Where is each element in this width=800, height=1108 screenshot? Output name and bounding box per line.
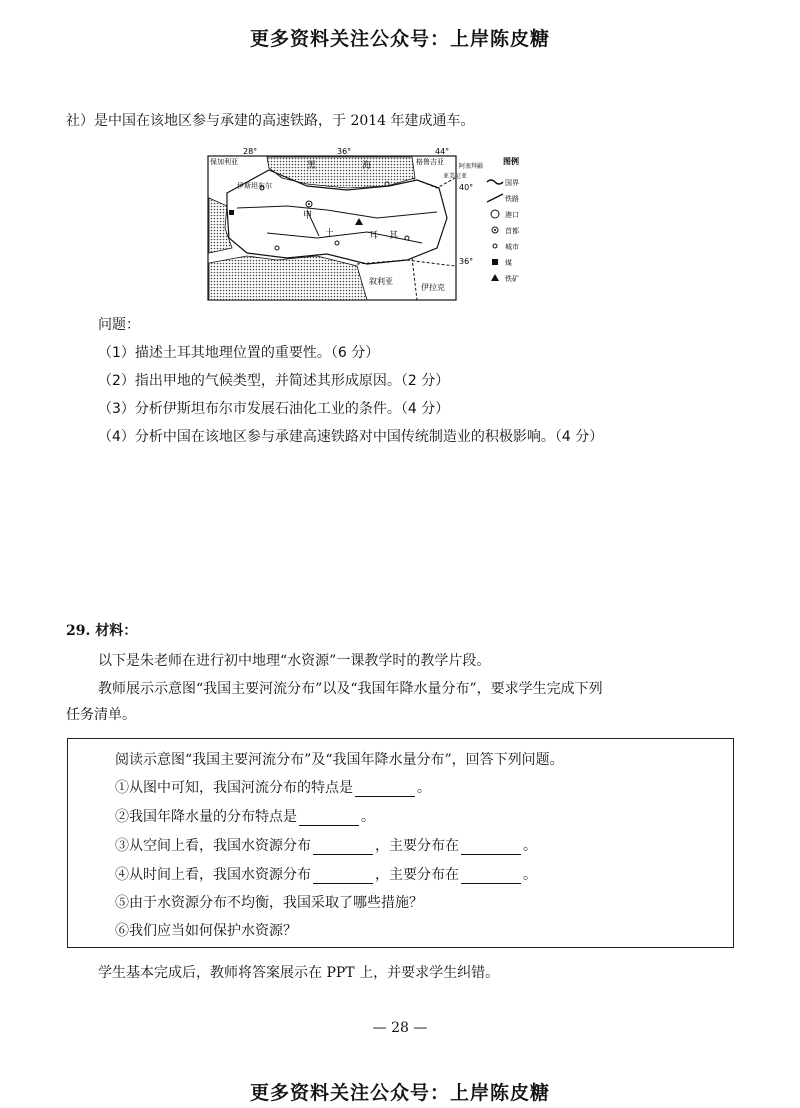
place-label: 耳 xyxy=(369,231,379,241)
answer-blank[interactable] xyxy=(313,869,373,884)
task-intro: 阅读示意图“我国主要河流分布”及“我国年降水量分布”，回答下列问题。 xyxy=(115,752,564,768)
task-4-text: ④从时间上看，我国水资源分布 xyxy=(115,867,311,883)
legend-iron-icon xyxy=(491,274,499,281)
place-label: 黑 xyxy=(307,161,317,171)
task-2-end: 。 xyxy=(361,809,375,825)
place-label: 甲 xyxy=(303,211,313,221)
place-label: 保加利亚 xyxy=(210,158,238,166)
place-label: 海 xyxy=(362,161,372,171)
question-item: （4）分析中国在该地区参与承建高速铁路对中国传统制造业的积极影响。（4 分） xyxy=(98,429,604,445)
place-label: 阿塞拜疆 xyxy=(459,163,484,170)
legend-item: 铁路 xyxy=(505,195,519,203)
header-banner: 更多资料关注公众号：上岸陈皮糖 xyxy=(249,28,550,50)
coal-symbol xyxy=(229,210,234,215)
mediterranean-sea xyxy=(209,256,367,300)
legend-item: 铁矿 xyxy=(505,275,519,283)
place-label: 其 xyxy=(389,231,399,241)
question-item: （2）指出甲地的气候类型，并简述其形成原因。（2 分） xyxy=(98,373,450,389)
lon-label: 44° xyxy=(435,148,450,156)
task-4-mid: ，主要分布在 xyxy=(375,867,459,883)
q29-para2-line2: 任务清单。 xyxy=(66,707,136,723)
question-item: （3）分析伊斯坦布尔市发展石油化工业的条件。（4 分） xyxy=(98,401,450,417)
answer-blank[interactable] xyxy=(313,840,373,855)
q29-para1: 以下是朱老师在进行初中地理“水资源”一课教学时的教学片段。 xyxy=(98,653,491,669)
task-item-4 xyxy=(115,864,537,884)
task-3-mid: ，主要分布在 xyxy=(375,838,459,854)
capital-ankara-dot xyxy=(308,203,310,205)
city-dot xyxy=(385,182,389,186)
city-dot xyxy=(335,241,339,245)
legend-item: 港口 xyxy=(505,211,519,219)
answer-blank[interactable] xyxy=(355,782,415,797)
task-item-3 xyxy=(115,835,537,855)
legend-item: 煤 xyxy=(505,259,512,267)
task-item-6: ⑥我们应当如何保护水资源？ xyxy=(115,923,297,939)
answer-blank[interactable] xyxy=(461,869,521,884)
legend-item: 国界 xyxy=(505,179,519,187)
task-1-text: ①从图中可知，我国河流分布的特点是 xyxy=(115,780,353,796)
q29-para2-line1: 教师展示示意图“我国主要河流分布”以及“我国年降水量分布”，要求学生完成下列 xyxy=(98,681,603,697)
city-dot xyxy=(275,246,279,250)
task-4-end: 。 xyxy=(523,867,537,883)
q29-title: 29. 材料： xyxy=(66,623,138,639)
place-label: 伊拉克 xyxy=(421,283,445,292)
legend-coal-icon xyxy=(492,259,498,265)
lat-label: 36° xyxy=(459,257,474,266)
closing-line: 学生基本完成后，教师将答案展示在 PPT 上，并要求学生纠错。 xyxy=(98,965,500,981)
task-2-text: ②我国年降水量的分布特点是 xyxy=(115,809,297,825)
task-3-text: ③从空间上看，我国水资源分布 xyxy=(115,838,311,854)
legend-title: 图例 xyxy=(503,157,519,166)
legend-city-icon xyxy=(493,244,497,248)
task-item-2 xyxy=(115,806,375,826)
turkey-map xyxy=(207,148,535,303)
answer-blank[interactable] xyxy=(461,840,521,855)
page-number: — 28 — xyxy=(372,1020,428,1036)
footer-banner: 更多资料关注公众号：上岸陈皮糖 xyxy=(249,1082,550,1104)
intro-line: 社）是中国在该地区参与承建的高速铁路，于 2014 年建成通车。 xyxy=(66,113,475,129)
legend-port-icon xyxy=(491,210,499,218)
legend-railway-icon xyxy=(487,194,503,202)
place-label: 格鲁吉亚 xyxy=(416,158,444,166)
question-item: （1）描述土耳其地理位置的重要性。（6 分） xyxy=(98,345,380,361)
task-3-end: 。 xyxy=(523,838,537,854)
legend-item: 城市 xyxy=(505,243,519,251)
lon-label: 28° xyxy=(243,148,258,156)
place-label: 土 xyxy=(325,229,335,239)
task-1-end: 。 xyxy=(417,780,431,796)
legend-capital-dot xyxy=(494,229,496,231)
legend-item: 首都 xyxy=(505,227,519,235)
legend-border-icon xyxy=(487,180,503,184)
questions-heading: 问题： xyxy=(98,317,140,333)
answer-blank[interactable] xyxy=(299,811,359,826)
place-label: 亚美尼亚 xyxy=(443,173,468,180)
task-item-1 xyxy=(115,777,431,797)
city-dot xyxy=(405,236,409,240)
lat-label: 40° xyxy=(459,183,474,192)
place-label: 伊斯坦布尔 xyxy=(237,182,272,190)
task-item-5: ⑤由于水资源分布不均衡，我国采取了哪些措施？ xyxy=(115,895,423,911)
place-label: 叙利亚 xyxy=(369,277,393,286)
lon-label: 36° xyxy=(337,148,352,156)
